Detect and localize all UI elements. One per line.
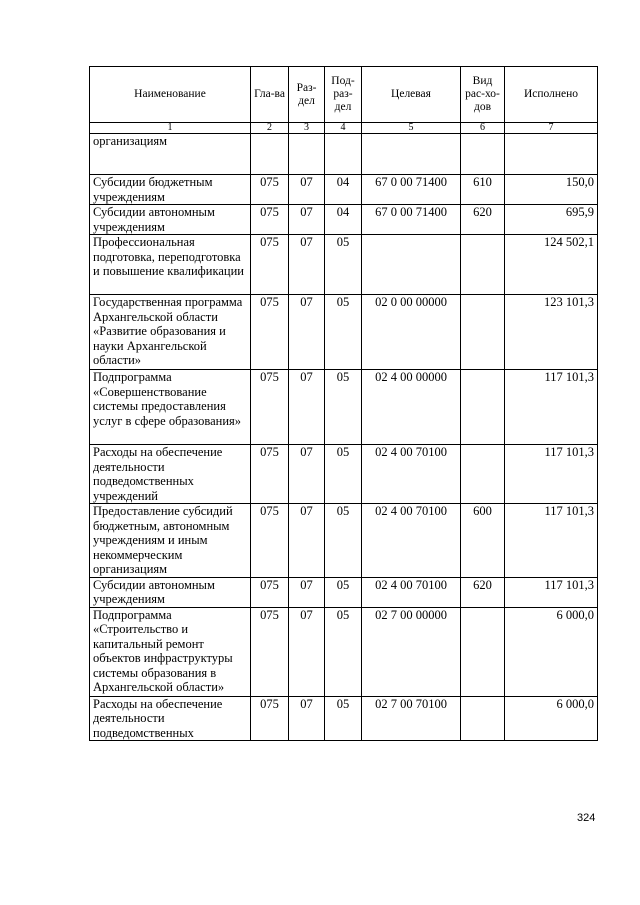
row-expense-type [461, 607, 505, 696]
row-chapter: 075 [251, 175, 289, 205]
row-chapter: 075 [251, 445, 289, 504]
table-row [90, 134, 598, 175]
row-chapter: 075 [251, 607, 289, 696]
column-number: 3 [289, 123, 325, 134]
row-name: Предоставление субсидий бюджетным, автономным учреждениям и иным некоммерческим организациям [90, 504, 251, 578]
row-name: Подпрограмма «Совершенствование системы предоставления услуг в сфере образования» [90, 370, 251, 445]
row-subsection: 05 [325, 295, 362, 370]
row-subsection: 05 [325, 445, 362, 504]
header-expense-type: Вид рас-хо-дов [461, 67, 505, 123]
row-chapter: 075 [251, 235, 289, 295]
row-section: 07 [289, 607, 325, 696]
row-executed: 124 502,1 [505, 235, 598, 295]
row-target: 02 7 00 70100 [362, 696, 461, 741]
row-executed: 117 101,3 [505, 370, 598, 445]
row-section: 07 [289, 295, 325, 370]
table-row [90, 696, 598, 741]
row-chapter: 075 [251, 205, 289, 235]
row-executed: 695,9 [505, 205, 598, 235]
row-executed: 123 101,3 [505, 295, 598, 370]
row-target: 02 0 00 00000 [362, 295, 461, 370]
row-name: организациям [90, 134, 251, 175]
row-expense-type [461, 134, 505, 175]
row-section: 07 [289, 175, 325, 205]
row-section: 07 [289, 235, 325, 295]
column-number: 2 [251, 123, 289, 134]
row-executed: 117 101,3 [505, 504, 598, 578]
row-name: Субсидии автономным учреждениям [90, 205, 251, 235]
table-row [90, 235, 598, 295]
row-name: Государственная программа Архангельской области «Развитие образования и науки Архангельской области» [90, 295, 251, 370]
row-target [362, 134, 461, 175]
row-expense-type: 610 [461, 175, 505, 205]
column-number: 6 [461, 123, 505, 134]
row-target: 67 0 00 71400 [362, 175, 461, 205]
row-subsection: 04 [325, 205, 362, 235]
row-section: 07 [289, 445, 325, 504]
row-executed: 117 101,3 [505, 445, 598, 504]
row-name: Расходы на обеспечение деятельности подведомственных [90, 696, 251, 741]
header-name: Наименование [90, 67, 251, 123]
row-target: 02 4 00 70100 [362, 445, 461, 504]
column-number: 4 [325, 123, 362, 134]
row-name: Субсидии автономным учреждениям [90, 577, 251, 607]
table-row [90, 205, 598, 235]
row-name: Субсидии бюджетным учреждениям [90, 175, 251, 205]
header-chapter: Гла-ва [251, 67, 289, 123]
header-row [90, 67, 598, 123]
row-section: 07 [289, 504, 325, 578]
row-target: 02 4 00 00000 [362, 370, 461, 445]
row-subsection: 05 [325, 696, 362, 741]
header-section: Раз-дел [289, 67, 325, 123]
column-number: 5 [362, 123, 461, 134]
row-subsection: 05 [325, 370, 362, 445]
table-row [90, 175, 598, 205]
row-expense-type [461, 370, 505, 445]
row-subsection [325, 134, 362, 175]
table-row [90, 504, 598, 578]
table-row [90, 607, 598, 696]
row-expense-type [461, 445, 505, 504]
row-chapter: 075 [251, 504, 289, 578]
row-subsection: 05 [325, 504, 362, 578]
row-executed: 6 000,0 [505, 607, 598, 696]
table-row [90, 577, 598, 607]
row-executed: 150,0 [505, 175, 598, 205]
row-expense-type: 620 [461, 205, 505, 235]
column-number: 7 [505, 123, 598, 134]
row-expense-type: 600 [461, 504, 505, 578]
row-chapter: 075 [251, 696, 289, 741]
row-expense-type: 620 [461, 577, 505, 607]
budget-table [89, 66, 598, 741]
row-expense-type [461, 696, 505, 741]
row-section: 07 [289, 577, 325, 607]
row-target: 02 4 00 70100 [362, 577, 461, 607]
row-executed: 117 101,3 [505, 577, 598, 607]
row-executed [505, 134, 598, 175]
row-target: 02 7 00 00000 [362, 607, 461, 696]
row-executed: 6 000,0 [505, 696, 598, 741]
page-number: 324 [577, 812, 596, 824]
row-target: 02 4 00 70100 [362, 504, 461, 578]
row-subsection: 04 [325, 175, 362, 205]
row-subsection: 05 [325, 577, 362, 607]
row-chapter: 075 [251, 370, 289, 445]
row-target [362, 235, 461, 295]
header-executed: Исполнено [505, 67, 598, 123]
column-number-row [90, 123, 598, 134]
row-chapter: 075 [251, 577, 289, 607]
row-section [289, 134, 325, 175]
column-number: 1 [90, 123, 251, 134]
row-name: Расходы на обеспечение деятельности подведомственных учреждений [90, 445, 251, 504]
row-subsection: 05 [325, 607, 362, 696]
row-section: 07 [289, 205, 325, 235]
row-expense-type [461, 295, 505, 370]
header-target: Целевая [362, 67, 461, 123]
row-expense-type [461, 235, 505, 295]
row-target: 67 0 00 71400 [362, 205, 461, 235]
table-row [90, 370, 598, 445]
row-name: Профессиональная подготовка, переподготовка и повышение квалификации [90, 235, 251, 295]
row-section: 07 [289, 370, 325, 445]
row-section: 07 [289, 696, 325, 741]
row-chapter [251, 134, 289, 175]
header-subsection: Под-раз-дел [325, 67, 362, 123]
table-row [90, 295, 598, 370]
table-row [90, 445, 598, 504]
row-subsection: 05 [325, 235, 362, 295]
row-chapter: 075 [251, 295, 289, 370]
row-name: Подпрограмма «Строительство и капитальный ремонт объектов инфраструктуры системы образования в Архангельской области» [90, 607, 251, 696]
